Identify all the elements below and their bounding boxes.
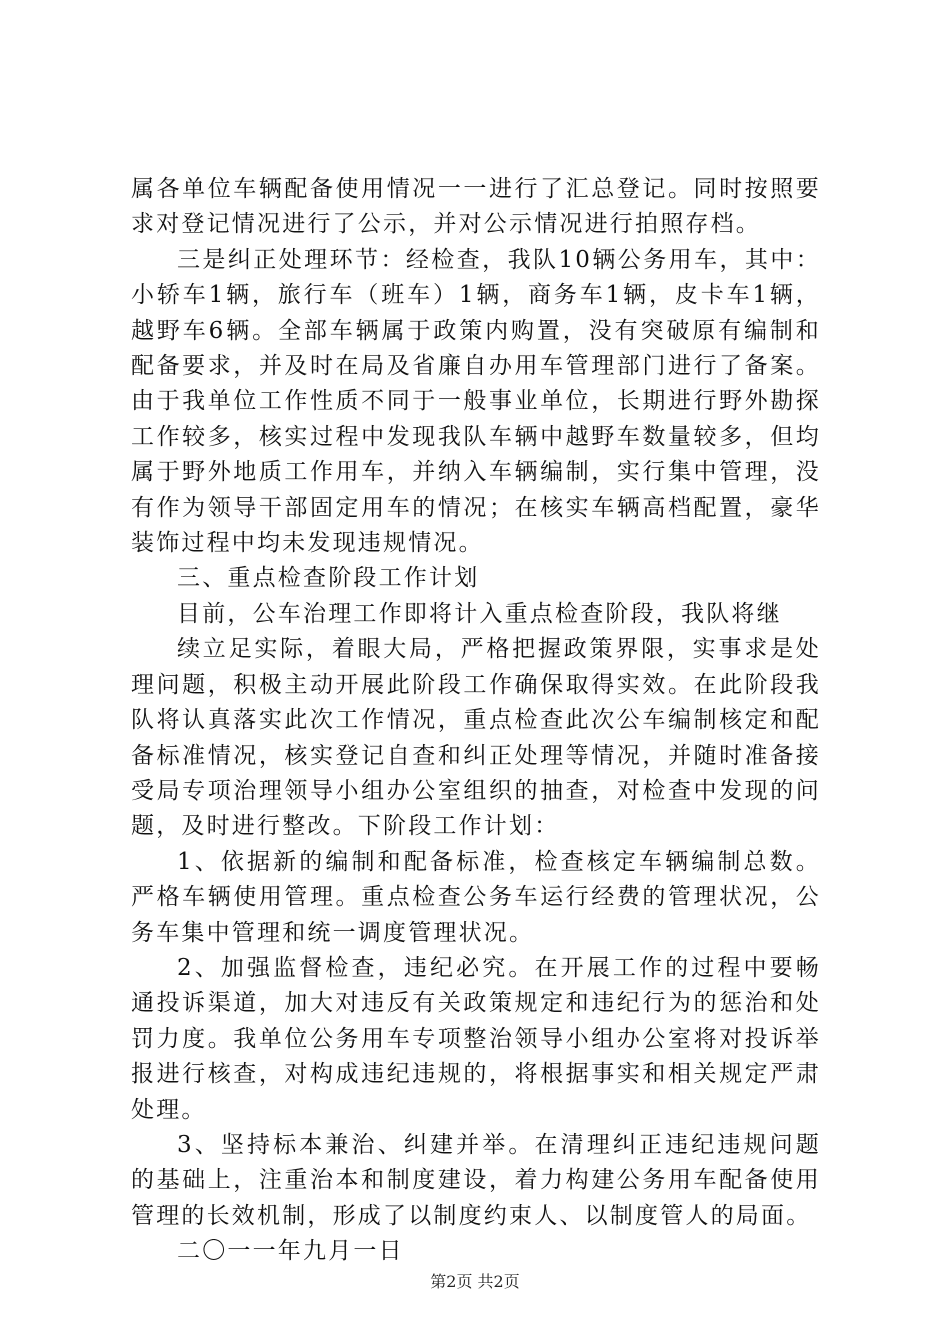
paragraph-current-status: 目前，公车治理工作即将计入重点检查阶段，我队将继 — [177, 600, 782, 627]
paragraph-continue-work: 续立足实际，着眼大局，严格把握政策界限，实事求是处理问题，积极主动开展此阶段工作确保取得实效。在此阶段我队将认真落实此次工作情况，重点检查此次公车编制核定和配备标准情况，核实登记自查和纠正处理等情况，并随时准备接受局专项治理领导小组办公室组织的抽查，对检查中发现的问题，及时进行整改。下阶段工作计划： — [131, 636, 821, 840]
document-body — [131, 172, 821, 1270]
plan-item-1: 1、依据新的编制和配备标准，检查核定车辆编制总数。严格车辆使用管理。重点检查公务车运行经费的管理状况，公务车集中管理和统一调度管理状况。 — [131, 848, 821, 946]
document-date: 二〇一一年九月一日 — [177, 1238, 404, 1265]
paragraph-correction-step: 三是纠正处理环节：经检查，我队10辆公务用车，其中：小轿车1辆，旅行车（班车）1辆，商务车1辆，皮卡车1辆，越野车6辆。全部车辆属于政策内购置，没有突破原有编制和配备要求，并及时在局及省廉自办用车管理部门进行了备案。由于我单位工作性质不同于一般事业单位，长期进行野外勘探工作较多，核实过程中发现我队车辆中越野车数量较多，但均属于野外地质工作用车，并纳入车辆编制，实行集中管理，没有作为领导干部固定用车的情况；在核实车辆高档配置，豪华装饰过程中均未发现违规情况。 — [131, 246, 821, 557]
plan-item-2: 2、加强监督检查，违纪必究。在开展工作的过程中要畅通投诉渠道，加大对违反有关政策规定和违纪行为的惩治和处罚力度。我单位公务用车专项整治领导小组办公室将对投诉举报进行核查，对构成违纪违规的，将根据事实和相关规定严肃处理。 — [131, 954, 821, 1123]
section-heading-key-inspection: 三、重点检查阶段工作计划 — [177, 565, 480, 592]
plan-item-3: 3、坚持标本兼治、纠建并举。在清理纠正违纪违规问题的基础上，注重治本和制度建设，着力构建公务用车配备使用管理的长效机制，形成了以制度约束人、以制度管人的局面。 — [131, 1131, 821, 1229]
paragraph-continuation: 属各单位车辆配备使用情况一一进行了汇总登记。同时按照要求对登记情况进行了公示，并对公示情况进行拍照存档。 — [131, 176, 821, 238]
page-number-footer: 第2页 共2页 — [430, 1272, 520, 1291]
